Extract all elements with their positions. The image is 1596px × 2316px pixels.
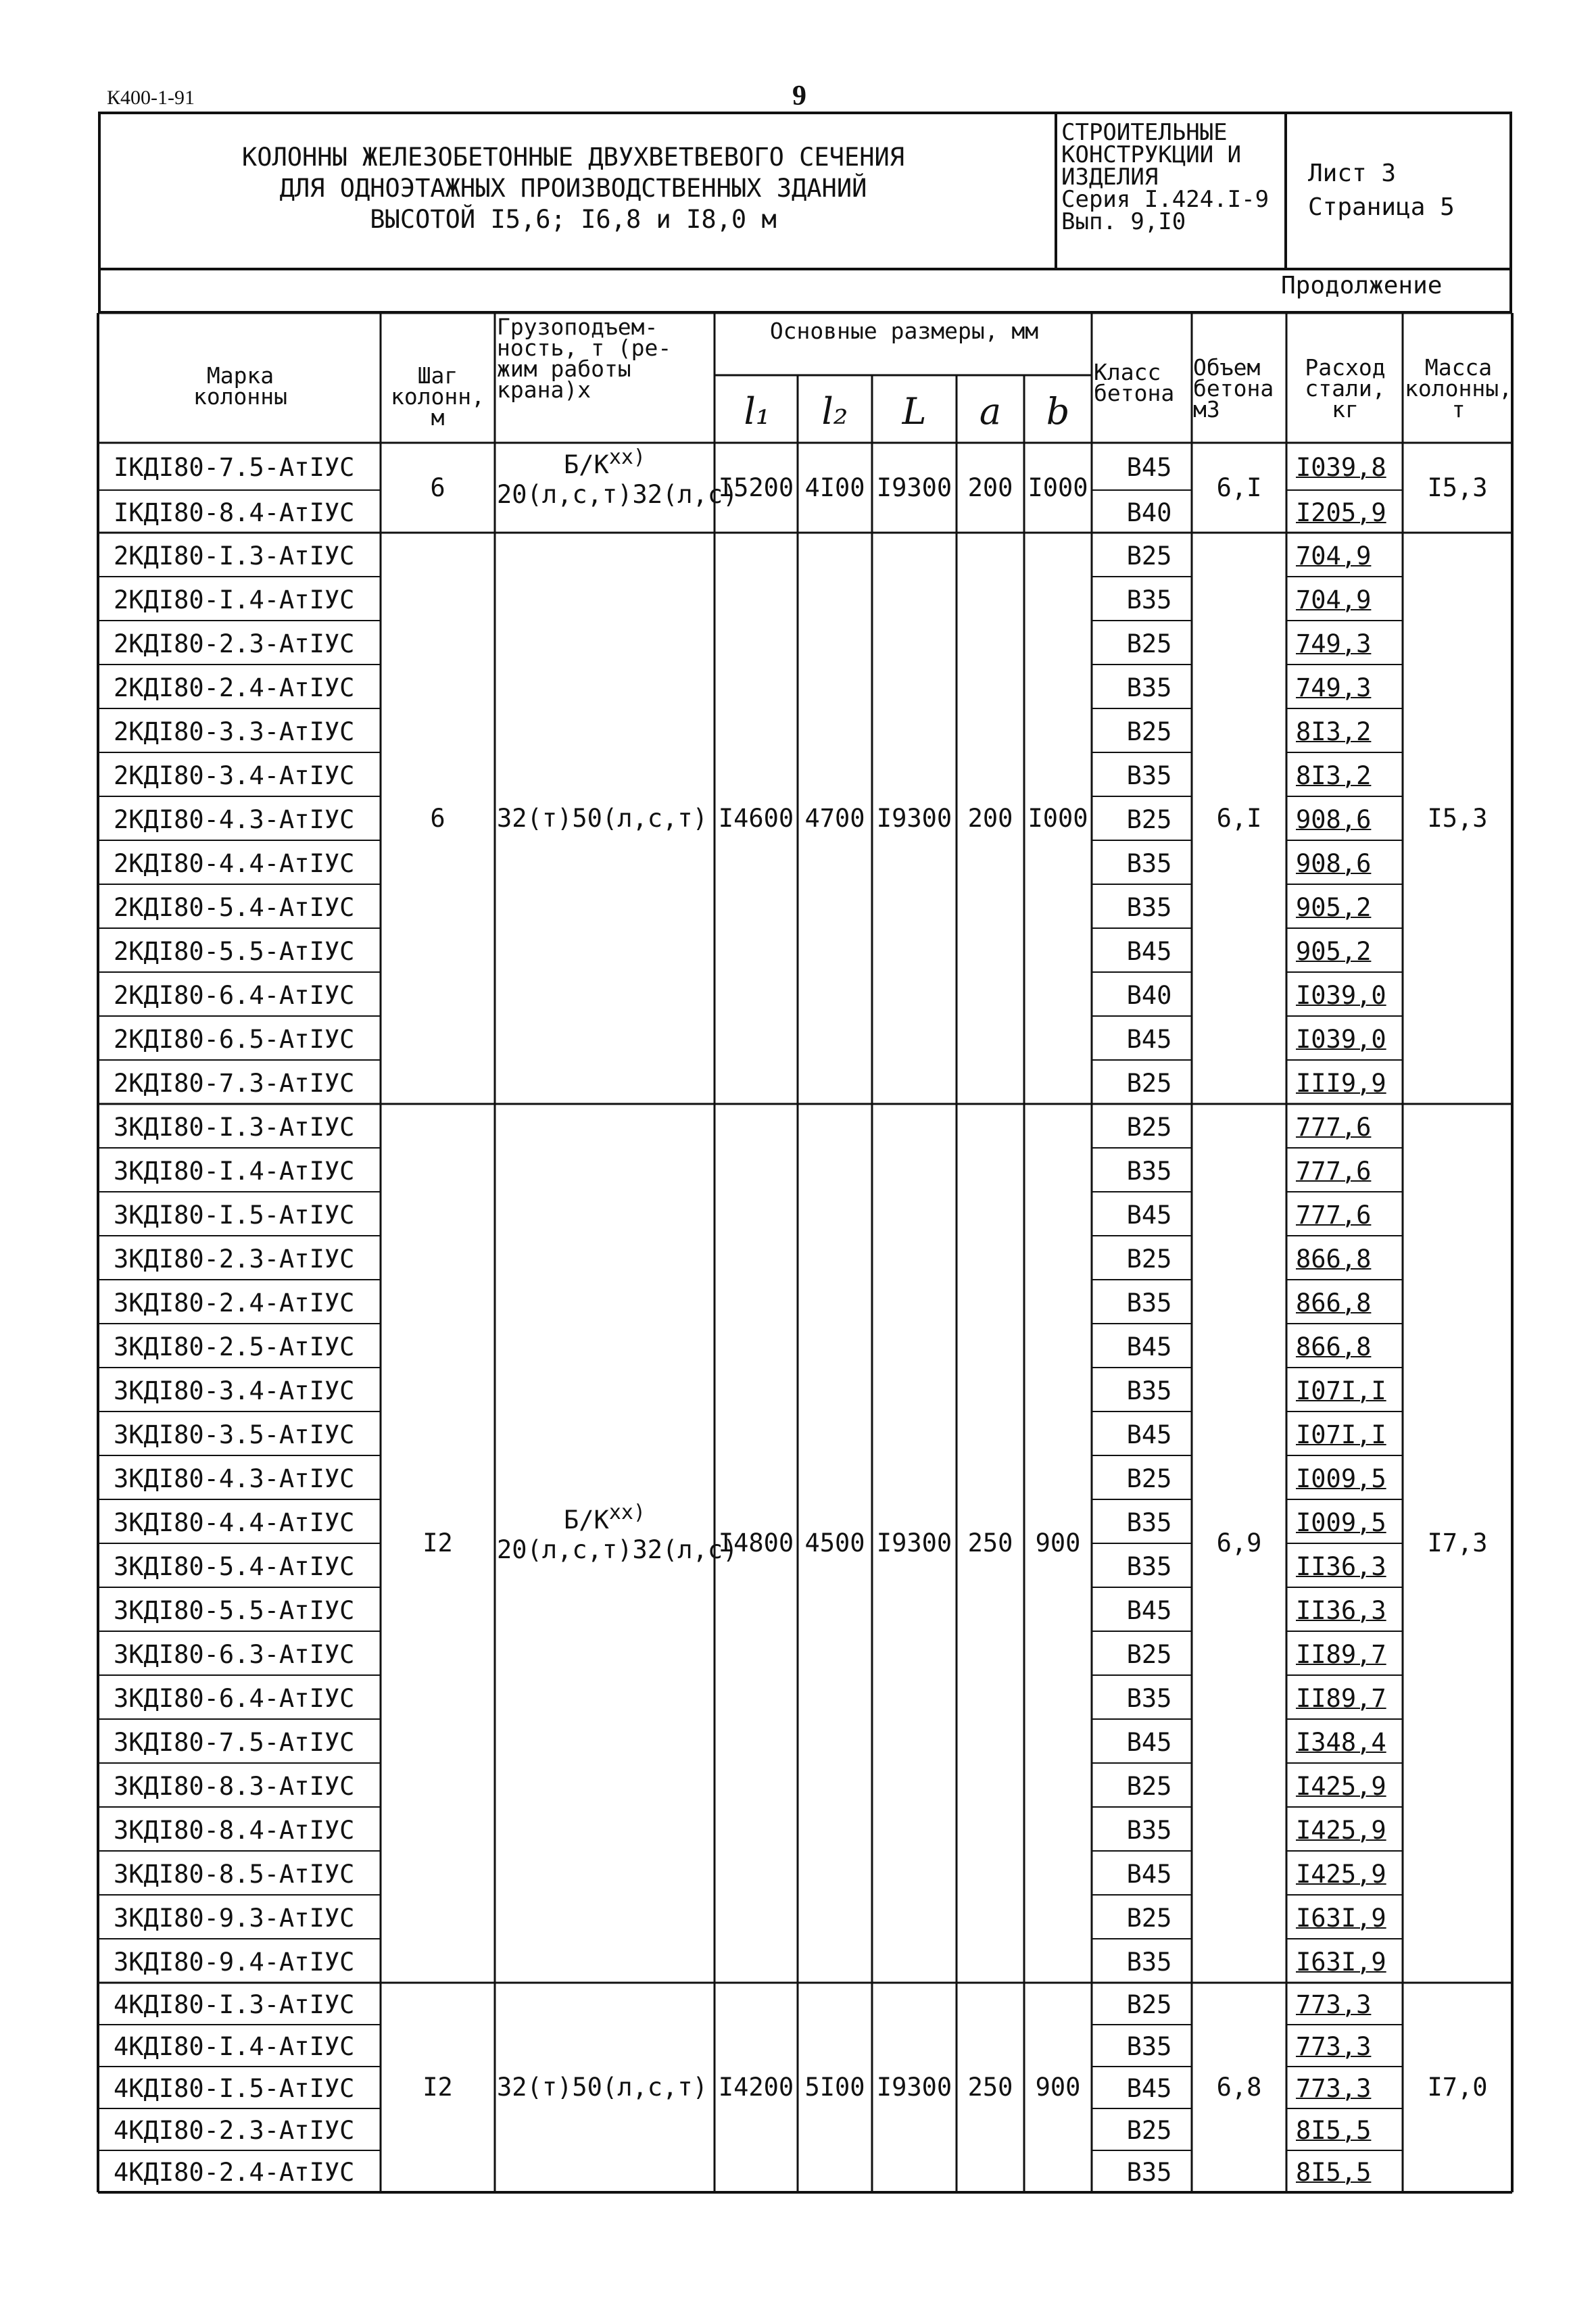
group-step: 6 [430, 803, 445, 833]
table-row-concrete-class: B40 [1126, 498, 1172, 527]
continuation-label: Продолжение [1281, 272, 1443, 299]
document-title: КОЛОННЫ ЖЕЛЕЗОБЕТОННЫЕ ДВУХВЕТВЕВОГО СЕЧЕНИЯ ДЛЯ ОДНОЭТАЖНЫХ ПРОИЗВОДСТВЕННЫХ ЗДАНИЙ ВЫСОТОЙ I5,6; I6,8 и I8,0 м [241, 143, 905, 234]
table-row-mark: 2КДI80-5.4-АтIУС [114, 892, 355, 922]
table-row-mark: 2КДI80-4.4-АтIУС [114, 848, 355, 878]
group-l2: 4I00 [804, 473, 865, 502]
table-row-concrete-class: B45 [1126, 1332, 1172, 1361]
table-row-mark: 4КДI80-2.3-АтIУС [114, 2116, 355, 2145]
table-row-concrete-class: B35 [1126, 1683, 1172, 1713]
table-row-steel: 908,6 [1296, 804, 1372, 834]
table-row-concrete-class: B45 [1126, 1727, 1172, 1757]
table-row-steel: 8I3,2 [1296, 761, 1372, 790]
table-row-mark: 3КДI80-9.4-АтIУС [114, 1947, 355, 1977]
table-row-concrete-class: B45 [1126, 2074, 1172, 2103]
group-capacity: 20(л,с,т)32(л,с) [497, 479, 738, 509]
table-row-steel: II89,7 [1296, 1683, 1386, 1713]
series-info: СТРОИТЕЛЬНЫЕ КОНСТРУКЦИИ И ИЗДЕЛИЯ Серия I.424.I-9 Вып. 9,I0 [1061, 119, 1269, 235]
group-b: 900 [1035, 2073, 1081, 2102]
group-step: I2 [422, 1528, 453, 1558]
group-mass: I7,3 [1427, 1528, 1488, 1558]
capacity-footnote-mark: хх) [608, 445, 646, 469]
table-row-concrete-class: B25 [1126, 541, 1172, 571]
table-row-concrete-class: B25 [1126, 1990, 1172, 2019]
page-number: 9 [792, 80, 806, 112]
table-row-concrete-class: B25 [1126, 1112, 1172, 1142]
group-L: I9300 [876, 803, 952, 833]
table-row-steel: I63I,9 [1296, 1903, 1386, 1933]
table-row-steel: 866,8 [1296, 1288, 1372, 1318]
table-row-mark: 3КДI80-2.3-АтIУС [114, 1244, 355, 1274]
group-capacity: 20(л,с,т)32(л,с) [497, 1535, 738, 1564]
table-row-concrete-class: B25 [1126, 2116, 1172, 2145]
group-l2: 5I00 [804, 2073, 865, 2102]
group-capacity: 32(т)50(л,с,т) [497, 2073, 708, 2102]
group-L: I9300 [876, 2073, 952, 2102]
table-row-steel: 749,3 [1296, 673, 1372, 702]
table-row-mark: 3КДI80-6.4-АтIУС [114, 1683, 355, 1713]
group-b: 900 [1035, 1528, 1081, 1558]
table-row-concrete-class: B35 [1126, 1551, 1172, 1581]
group-volume: 6,9 [1216, 1528, 1262, 1558]
table-row-mark: 3КДI80-2.4-АтIУС [114, 1288, 355, 1318]
header-concrete-volume: Объем бетона м3 [1193, 354, 1274, 423]
group-l2: 4500 [804, 1528, 865, 1558]
table-row-mark: 3КДI80-7.5-АтIУС [114, 1727, 355, 1757]
table-row-concrete-class: B35 [1126, 1507, 1172, 1537]
table-row-concrete-class: B40 [1126, 980, 1172, 1010]
table-row-concrete-class: B25 [1126, 1244, 1172, 1274]
table-row-mark: 2КДI80-6.4-АтIУС [114, 980, 355, 1010]
group-volume: 6,I [1216, 473, 1262, 502]
table-row-steel: 8I5,5 [1296, 2116, 1372, 2145]
group-L: I9300 [876, 1528, 952, 1558]
table-row-mark: 3КДI80-8.4-АтIУС [114, 1815, 355, 1845]
table-row-steel: I425,9 [1296, 1815, 1386, 1845]
table-row-concrete-class: B35 [1126, 585, 1172, 614]
group-b: I000 [1027, 473, 1088, 502]
group-volume: 6,I [1216, 803, 1262, 833]
table-row-steel: 866,8 [1296, 1244, 1372, 1274]
header-b: b [1046, 390, 1070, 433]
table-row-mark: 3КДI80-I.4-АтIУС [114, 1156, 355, 1186]
header-l2: l₂ [821, 390, 848, 433]
table-row-mark: 2КДI80-I.3-АтIУС [114, 541, 355, 571]
table-row-mark: 3КДI80-8.3-АтIУС [114, 1771, 355, 1801]
table-row-concrete-class: B25 [1126, 1639, 1172, 1669]
table-row-mark: 2КДI80-3.3-АтIУС [114, 717, 355, 746]
table-row-mark: IКДI80-8.4-АтIУС [114, 498, 355, 527]
group-l1: I5200 [718, 473, 794, 502]
table-row-steel: I205,9 [1296, 498, 1386, 527]
group-step: 6 [430, 473, 445, 502]
table-row-concrete-class: B35 [1126, 2032, 1172, 2061]
table-row-mark: IКДI80-7.5-АтIУС [114, 453, 355, 482]
group-mass: I5,3 [1427, 473, 1488, 502]
table-row-steel: II36,3 [1296, 1551, 1386, 1581]
table-row-concrete-class: B25 [1126, 804, 1172, 834]
table-row-steel: I348,4 [1296, 1727, 1386, 1757]
table-row-steel: I07I,I [1296, 1420, 1386, 1449]
table-row-steel: II36,3 [1296, 1595, 1386, 1625]
table-row-mark: 2КДI80-6.5-АтIУС [114, 1024, 355, 1054]
table-row-steel: 773,3 [1296, 1990, 1372, 2019]
table-row-steel: 704,9 [1296, 585, 1372, 614]
table-row-mark: 3КДI80-5.5-АтIУС [114, 1595, 355, 1625]
header-capacity: Грузоподъем- ность, т (ре- жим работы крана)х [497, 314, 672, 403]
table-row-mark: 3КДI80-5.4-АтIУС [114, 1551, 355, 1581]
sheet-info: Лист 3 Страница 5 [1308, 160, 1455, 221]
table-row-concrete-class: B25 [1126, 1903, 1172, 1933]
header-steel: Расход стали, кг [1305, 354, 1386, 423]
header-step: Шаг колонн, м [390, 362, 485, 431]
table-row-steel: I009,5 [1296, 1464, 1386, 1493]
table-row-mark: 4КДI80-2.4-АтIУС [114, 2158, 355, 2187]
table-row-steel: 704,9 [1296, 541, 1372, 571]
header-dimensions: Основные размеры, мм [769, 318, 1039, 344]
table-row-steel: 8I3,2 [1296, 717, 1372, 746]
table-row-concrete-class: B45 [1126, 1859, 1172, 1889]
group-a: 250 [967, 2073, 1013, 2102]
document-code: К400-1-91 [107, 87, 195, 109]
table-row-mark: 3КДI80-9.3-АтIУС [114, 1903, 355, 1933]
table-row-steel: I039,0 [1296, 1024, 1386, 1054]
group-l2: 4700 [804, 803, 865, 833]
table-row-steel: III9,9 [1296, 1068, 1386, 1098]
table-row-steel: 777,6 [1296, 1156, 1372, 1186]
table-row-concrete-class: B35 [1126, 761, 1172, 790]
table-row-concrete-class: B45 [1126, 453, 1172, 482]
table-row-mark: 3КДI80-3.4-АтIУС [114, 1376, 355, 1405]
table-row-steel: 905,2 [1296, 892, 1372, 922]
group-volume: 6,8 [1216, 2073, 1262, 2102]
table-row-steel: 777,6 [1296, 1200, 1372, 1230]
table-row-concrete-class: B45 [1126, 1420, 1172, 1449]
table-row-concrete-class: B35 [1126, 1815, 1172, 1845]
table-row-concrete-class: B45 [1126, 1024, 1172, 1054]
table-row-steel: 749,3 [1296, 629, 1372, 658]
header-l1: l₁ [744, 390, 771, 433]
table-row-concrete-class: B35 [1126, 1376, 1172, 1405]
table-row-steel: 773,3 [1296, 2074, 1372, 2103]
table-row-mark: 4КДI80-I.5-АтIУС [114, 2074, 355, 2103]
table-row-steel: 777,6 [1296, 1112, 1372, 1142]
table-row-steel: 908,6 [1296, 848, 1372, 878]
table-row-mark: 3КДI80-4.3-АтIУС [114, 1464, 355, 1493]
group-b: I000 [1027, 803, 1088, 833]
header-mass: Масса колонны, т [1405, 354, 1512, 423]
group-l1: I4800 [718, 1528, 794, 1558]
table-row-mark: 2КДI80-2.4-АтIУС [114, 673, 355, 702]
group-a: 200 [967, 473, 1013, 502]
group-mass: I5,3 [1427, 803, 1488, 833]
header-L: L [902, 390, 927, 433]
table-row-mark: 3КДI80-I.3-АтIУС [114, 1112, 355, 1142]
table-row-concrete-class: B25 [1126, 1068, 1172, 1098]
group-l1: I4200 [718, 2073, 794, 2102]
table-row-mark: 2КДI80-7.3-АтIУС [114, 1068, 355, 1098]
table-row-mark: 3КДI80-4.4-АтIУС [114, 1507, 355, 1537]
table-row-steel: I425,9 [1296, 1859, 1386, 1889]
table-row-steel: 905,2 [1296, 936, 1372, 966]
table-row-steel: I039,8 [1296, 453, 1386, 482]
table-row-steel: I009,5 [1296, 1507, 1386, 1537]
table-row-mark: 2КДI80-3.4-АтIУС [114, 761, 355, 790]
table-row-steel: 8I5,5 [1296, 2158, 1372, 2187]
table-row-concrete-class: B35 [1126, 1288, 1172, 1318]
group-a: 250 [967, 1528, 1013, 1558]
table-row-steel: I039,0 [1296, 980, 1386, 1010]
group-L: I9300 [876, 473, 952, 502]
capacity-footnote-mark: хх) [608, 1501, 646, 1524]
table-row-concrete-class: B35 [1126, 2158, 1172, 2187]
table-row-steel: I07I,I [1296, 1376, 1386, 1405]
table-row-steel: I425,9 [1296, 1771, 1386, 1801]
table-row-concrete-class: B35 [1126, 848, 1172, 878]
group-capacity-mode: $Б/К^{хх)}$ [563, 1501, 646, 1535]
table-row-steel: 866,8 [1296, 1332, 1372, 1361]
table-row-concrete-class: B25 [1126, 629, 1172, 658]
header-concrete-class: Класс бетона [1094, 359, 1175, 406]
table-row-steel: II89,7 [1296, 1639, 1386, 1669]
header-mark: Марка колонны [193, 362, 288, 410]
table-row-concrete-class: B35 [1126, 1947, 1172, 1977]
group-capacity: 32(т)50(л,с,т) [497, 803, 708, 833]
table-row-mark: 4КДI80-I.3-АтIУС [114, 1990, 355, 2019]
table-row-concrete-class: B35 [1126, 673, 1172, 702]
table-row-concrete-class: B35 [1126, 1156, 1172, 1186]
group-step: I2 [422, 2073, 453, 2102]
table-row-mark: 3КДI80-I.5-АтIУС [114, 1200, 355, 1230]
group-a: 200 [967, 803, 1013, 833]
group-mass: I7,0 [1427, 2073, 1488, 2102]
table-row-concrete-class: B25 [1126, 1464, 1172, 1493]
table-row-mark: 2КДI80-I.4-АтIУС [114, 585, 355, 614]
table-row-mark: 2КДI80-5.5-АтIУС [114, 936, 355, 966]
group-capacity-mode: $Б/К^{хх)}$ [563, 445, 646, 479]
table-row-mark: 2КДI80-4.3-АтIУС [114, 804, 355, 834]
table-row-mark: 2КДI80-2.3-АтIУС [114, 629, 355, 658]
group-l1: I4600 [718, 803, 794, 833]
table-row-concrete-class: B35 [1126, 892, 1172, 922]
header-a: a [979, 390, 1002, 433]
table-row-mark: 3КДI80-2.5-АтIУС [114, 1332, 355, 1361]
table-row-mark: 3КДI80-3.5-АтIУС [114, 1420, 355, 1449]
table-row-concrete-class: B25 [1126, 717, 1172, 746]
table-row-concrete-class: B45 [1126, 936, 1172, 966]
table-row-mark: 3КДI80-6.3-АтIУС [114, 1639, 355, 1669]
table-row-mark: 4КДI80-I.4-АтIУС [114, 2032, 355, 2061]
table-row-steel: I63I,9 [1296, 1947, 1386, 1977]
table-row-concrete-class: B45 [1126, 1200, 1172, 1230]
table-row-concrete-class: B25 [1126, 1771, 1172, 1801]
table-row-mark: 3КДI80-8.5-АтIУС [114, 1859, 355, 1889]
table-row-steel: 773,3 [1296, 2032, 1372, 2061]
table-row-concrete-class: B45 [1126, 1595, 1172, 1625]
